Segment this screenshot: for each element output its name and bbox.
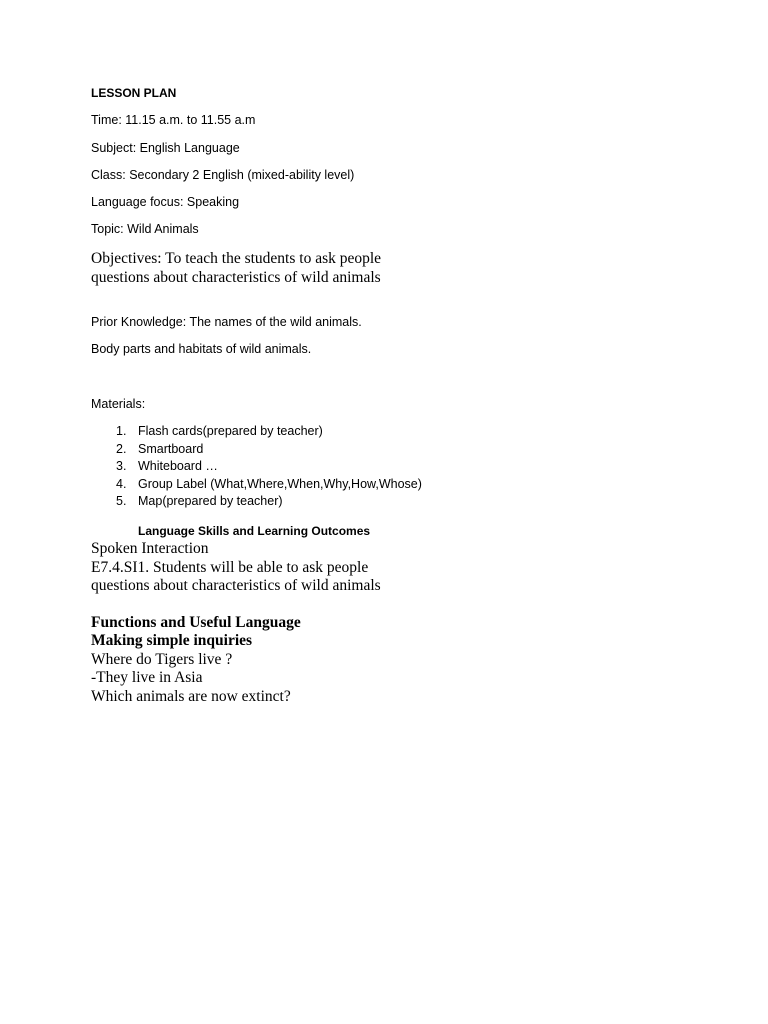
list-item bbox=[91, 477, 422, 495]
outcomes-heading: Language Skills and Learning Outcomes bbox=[138, 524, 371, 538]
question-2: Which animals are now extinct? bbox=[91, 688, 291, 705]
topic-line: Topic: Wild Animals bbox=[91, 222, 199, 236]
language-focus-line: Language focus: Speaking bbox=[91, 195, 240, 209]
objectives-line-2: questions about characteristics of wild animals bbox=[91, 269, 381, 286]
time-line: Time: 11.15 a.m. to 11.55 a.m bbox=[91, 113, 256, 127]
class-line: Class: Secondary 2 English (mixed-ability level) bbox=[91, 168, 355, 182]
list-item bbox=[91, 459, 422, 477]
question-1: Where do Tigers live ? bbox=[91, 651, 233, 668]
list-item bbox=[91, 442, 422, 460]
outcome-line-1: E7.4.SI1. Students will be able to ask people bbox=[91, 559, 369, 576]
list-item bbox=[91, 494, 422, 512]
outcome-line-2: questions about characteristics of wild animals bbox=[91, 577, 381, 594]
answer-1: -They live in Asia bbox=[91, 669, 203, 686]
body-parts-line: Body parts and habitats of wild animals. bbox=[91, 342, 312, 356]
list-number: 3. bbox=[116, 459, 127, 474]
list-number: 5. bbox=[116, 494, 127, 509]
list-item-text: Group Label (What,Where,When,Why,How,Whose) bbox=[138, 476, 422, 491]
materials-label: Materials: bbox=[91, 397, 146, 411]
list-item-text: Map(prepared by teacher) bbox=[138, 494, 283, 509]
subject-line: Subject: English Language bbox=[91, 141, 240, 155]
list-item-text: Whiteboard … bbox=[138, 459, 218, 474]
inquiries-heading: Making simple inquiries bbox=[91, 632, 253, 649]
list-item-text: Flash cards(prepared by teacher) bbox=[138, 424, 323, 438]
spoken-interaction-heading: Spoken Interaction bbox=[91, 540, 209, 557]
prior-knowledge-line: Prior Knowledge: The names of the wild animals. bbox=[91, 315, 362, 329]
objectives-line-1: Objectives: To teach the students to ask people bbox=[91, 250, 382, 267]
materials-list bbox=[91, 424, 422, 512]
functions-heading: Functions and Useful Language bbox=[91, 614, 301, 631]
list-number: 4. bbox=[116, 476, 127, 491]
page-title: LESSON PLAN bbox=[91, 86, 177, 100]
list-item-text: Smartboard bbox=[138, 441, 204, 456]
list-item bbox=[91, 424, 422, 442]
list-number: 2. bbox=[116, 441, 127, 456]
list-number: 1. bbox=[116, 424, 127, 438]
